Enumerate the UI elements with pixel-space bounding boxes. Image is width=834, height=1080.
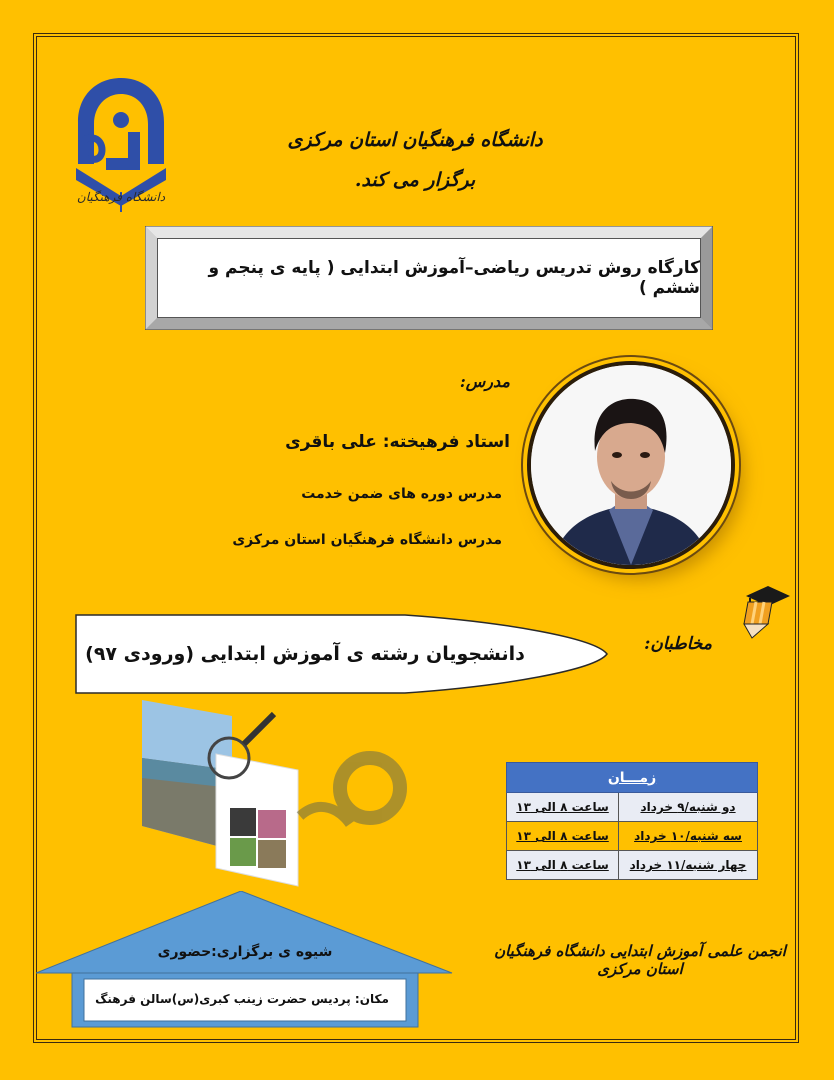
- venue: مکان: پردیس حضرت زینب کبری(س)سالن فرهنگ: [95, 992, 389, 1006]
- schedule-time: ساعت ۸ الی ۱۳: [507, 793, 619, 822]
- title-banner: [145, 226, 713, 330]
- schedule-header: زمـــان: [507, 763, 758, 793]
- textbooks-illustration: [140, 698, 410, 888]
- schedule-row: [507, 822, 758, 851]
- schedule-day: چهار شنبه/۱۱ خرداد: [619, 851, 758, 880]
- schedule-day: سه شنبه/۱۰ خرداد: [619, 822, 758, 851]
- organizer-footer: انجمن علمی آموزش ابتدایی دانشگاه فرهنگیان استان مرکزی: [494, 942, 786, 978]
- audience-label: مخاطبان:: [644, 634, 712, 654]
- instructor-name: استاد فرهیخته: علی باقری: [285, 432, 510, 452]
- books-magnifier-icon: [140, 698, 410, 888]
- instructor-label: مدرس:: [459, 372, 510, 391]
- instructor-role-1: مدرس دوره های ضمن خدمت: [301, 486, 502, 502]
- host-announcement: دانشگاه فرهنگیان استان مرکزی برگزار می کند.: [287, 129, 543, 191]
- university-logo: [66, 72, 176, 222]
- schedule-row: [507, 793, 758, 822]
- workshop-title: کارگاه روش تدریس ریاضی–آموزش ابتدایی ( پایه ی پنجم و ششم ): [157, 238, 701, 318]
- delivery-method: شیوه ی برگزاری:حضوری: [157, 944, 333, 960]
- schedule-table: [506, 762, 758, 880]
- schedule-row: [507, 851, 758, 880]
- schedule-time: ساعت ۸ الی ۱۳: [507, 822, 619, 851]
- audience-value: دانشجویان رشته ی آموزش ابتدایی (ورودی ۹۷): [85, 643, 525, 665]
- graduation-pencil-icon: [738, 578, 793, 640]
- portrait-icon: [531, 365, 731, 565]
- schedule-day: دو شنبه/۹ خرداد: [619, 793, 758, 822]
- schedule-time: ساعت ۸ الی ۱۳: [507, 851, 619, 880]
- logo-caption: دانشگاه فرهنگیان: [76, 190, 166, 204]
- instructor-role-2: مدرس دانشگاه فرهنگیان استان مرکزی: [232, 532, 502, 548]
- instructor-photo: [527, 361, 735, 569]
